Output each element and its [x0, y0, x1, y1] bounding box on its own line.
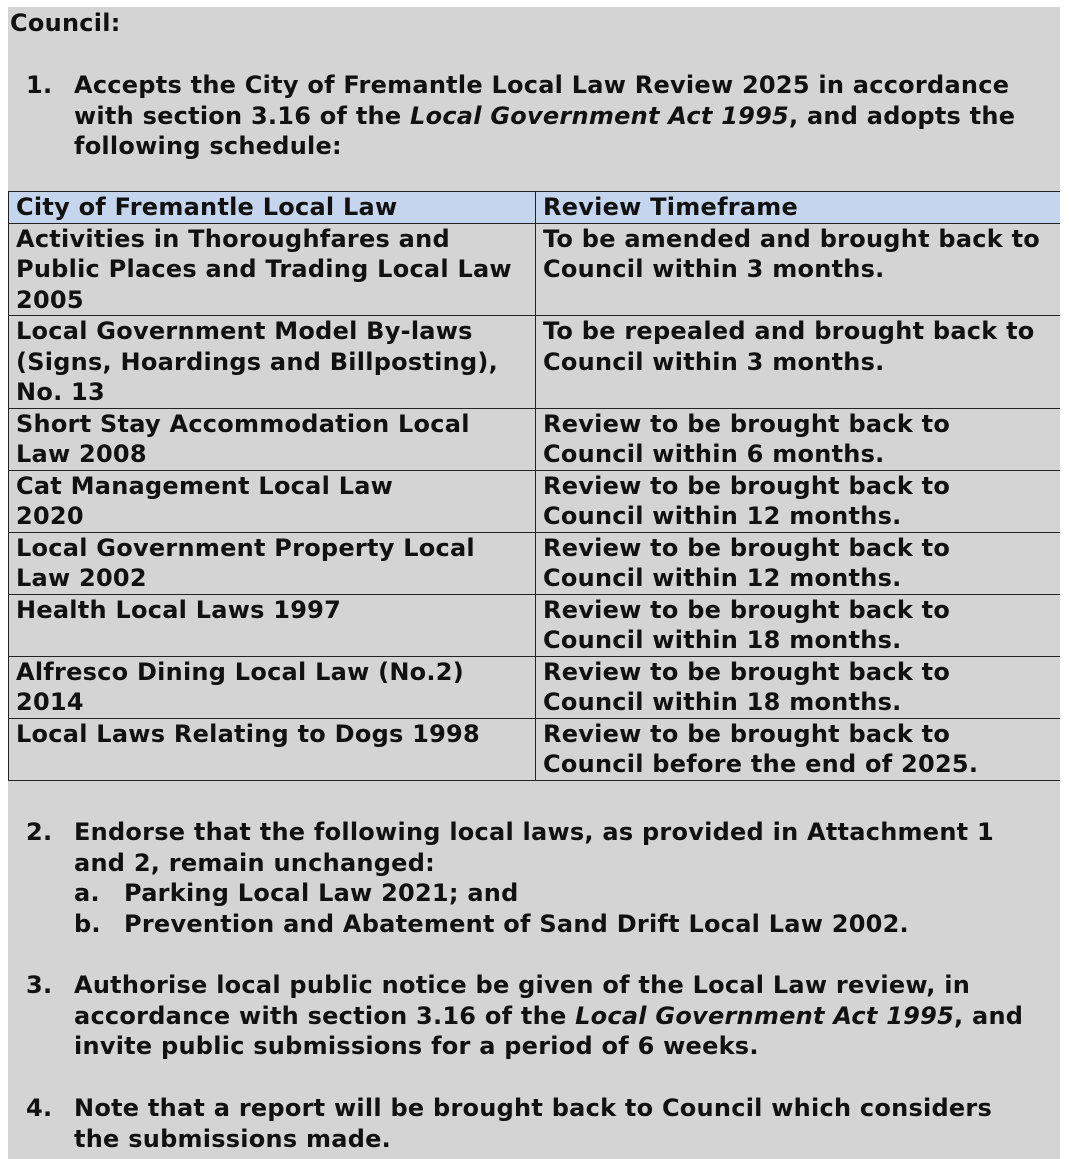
cell-line: 2014 — [16, 688, 84, 716]
sub-item-b — [74, 909, 994, 940]
cell-line: Review to be brought back to — [543, 533, 951, 562]
local-law-cell — [9, 470, 536, 532]
local-law-cell — [9, 656, 536, 718]
text-run: , and — [954, 1001, 1024, 1030]
local-law-cell — [9, 223, 536, 316]
item-text-line — [74, 1093, 992, 1124]
review-timeframe-cell — [536, 532, 1061, 594]
text-run: , and adopts the — [788, 101, 1016, 130]
local-law-cell — [9, 718, 536, 780]
sub-item-letter: a. — [74, 879, 100, 907]
cell-line: 2020 — [16, 502, 84, 530]
resolution-heading: Council: — [10, 9, 121, 37]
cell-line: Health Local Laws 1997 — [16, 595, 342, 624]
cell-line: Cat Management Local Law — [16, 471, 394, 500]
sub-item-a — [74, 878, 994, 909]
review-timeframe-cell — [536, 470, 1061, 532]
local-law-cell — [9, 594, 536, 656]
table-row — [9, 718, 1061, 780]
cell-line: Law 2008 — [16, 440, 147, 468]
text-run: the submissions made. — [74, 1124, 392, 1153]
cell-line: Council within 3 months. — [543, 255, 885, 283]
cell-line: Local Government Model By-laws — [16, 317, 473, 345]
cell-line: Alfresco Dining Local Law (No.2) — [16, 657, 464, 686]
cell-line: Review to be brought back to — [543, 595, 951, 624]
text-run: Endorse that the following local laws, as provided in Attachment 1 — [74, 818, 994, 846]
column-header-review-timeframe: Review Timeframe — [536, 192, 1061, 224]
cell-line: Council before the end of 2025. — [543, 750, 979, 778]
review-timeframe-cell — [536, 408, 1061, 470]
sub-item-text: Parking Local Law 2021; and — [124, 879, 519, 907]
item-text-line — [74, 817, 994, 848]
table-row — [9, 408, 1061, 470]
cell-line: To be amended and brought back to — [543, 224, 1041, 253]
item-number: 3. — [26, 971, 53, 999]
item-number: 2. — [26, 818, 53, 846]
cell-line: No. 13 — [16, 378, 105, 406]
cell-line: Review to be brought back to — [543, 471, 951, 500]
item-text — [74, 970, 1023, 1062]
item-number: 1. — [26, 71, 53, 99]
text-run: Accepts the City of Fremantle Local Law Review 2025 in accordance — [74, 71, 1010, 99]
cell-line: Council within 12 months. — [543, 564, 902, 592]
item-text — [74, 1093, 992, 1154]
text-run: with section 3.16 of the — [74, 101, 411, 130]
cell-line: Public Places and Trading Local Law — [16, 255, 512, 283]
act-title-italic: Local Government Act 1995 — [575, 1001, 955, 1030]
item-text-line — [74, 848, 994, 879]
local-law-cell — [9, 532, 536, 594]
item-text-line — [74, 1031, 1023, 1062]
cell-line: 2005 — [16, 285, 84, 314]
text-run: and 2, remain unchanged: — [74, 848, 435, 877]
cell-line: Council within 6 months. — [543, 440, 885, 468]
item-text-line — [74, 131, 1015, 162]
table-row — [9, 656, 1061, 718]
table-header-row — [9, 192, 1061, 224]
cell-line: Law 2002 — [16, 564, 147, 592]
review-timeframe-cell — [536, 316, 1061, 409]
item-number: 4. — [26, 1094, 53, 1122]
item-text-line — [74, 101, 1015, 132]
item-lines — [74, 817, 994, 878]
sub-item-letter: b. — [74, 909, 101, 938]
table-row — [9, 532, 1061, 594]
text-run: accordance with section 3.16 of the — [74, 1001, 576, 1030]
cell-line: Review to be brought back to — [543, 719, 951, 748]
text-run: following schedule: — [74, 132, 342, 160]
text-run: invite public submissions for a period of 6 weeks. — [74, 1032, 759, 1060]
item-text — [74, 70, 1015, 162]
item-text-line — [74, 70, 1015, 101]
cell-line: (Signs, Hoardings and Billposting), — [16, 347, 498, 376]
cell-line: Council within 12 months. — [543, 502, 902, 530]
council-resolution-document — [8, 7, 1060, 1159]
local-law-review-schedule-table — [8, 191, 1060, 781]
cell-line: Local Laws Relating to Dogs 1998 — [16, 719, 480, 748]
local-law-cell — [9, 316, 536, 409]
cell-line: Council within 18 months. — [543, 626, 902, 654]
table-row — [9, 316, 1061, 409]
text-run: Note that a report will be brought back to Council which considers — [74, 1094, 993, 1122]
review-timeframe-cell — [536, 223, 1061, 316]
cell-line: Review to be brought back to — [543, 657, 951, 686]
review-timeframe-cell — [536, 656, 1061, 718]
review-timeframe-cell — [536, 718, 1061, 780]
cell-line: Review to be brought back to — [543, 409, 951, 438]
item-text-line — [74, 1001, 1023, 1032]
item-text-line — [74, 1124, 992, 1155]
act-title-italic: Local Government Act 1995 — [410, 101, 789, 130]
cell-line: Local Government Property Local — [16, 533, 475, 562]
cell-line: Council within 3 months. — [543, 347, 885, 376]
table-row — [9, 470, 1061, 532]
item-text-line — [74, 970, 1023, 1001]
cell-line: Activities in Thoroughfares and — [16, 224, 450, 253]
local-law-cell — [9, 408, 536, 470]
column-header-local-law: City of Fremantle Local Law — [9, 192, 536, 224]
cell-line: Short Stay Accommodation Local — [16, 409, 470, 438]
review-timeframe-cell — [536, 594, 1061, 656]
cell-line: Council within 18 months. — [543, 688, 902, 716]
table-row — [9, 223, 1061, 316]
table-body — [9, 223, 1061, 780]
table-row — [9, 594, 1061, 656]
cell-line: To be repealed and brought back to — [543, 317, 1035, 345]
text-run: Authorise local public notice be given of the Local Law review, in — [74, 971, 971, 999]
item-text — [74, 817, 994, 939]
sub-item-text: Prevention and Abatement of Sand Drift Local Law 2002. — [124, 909, 909, 938]
